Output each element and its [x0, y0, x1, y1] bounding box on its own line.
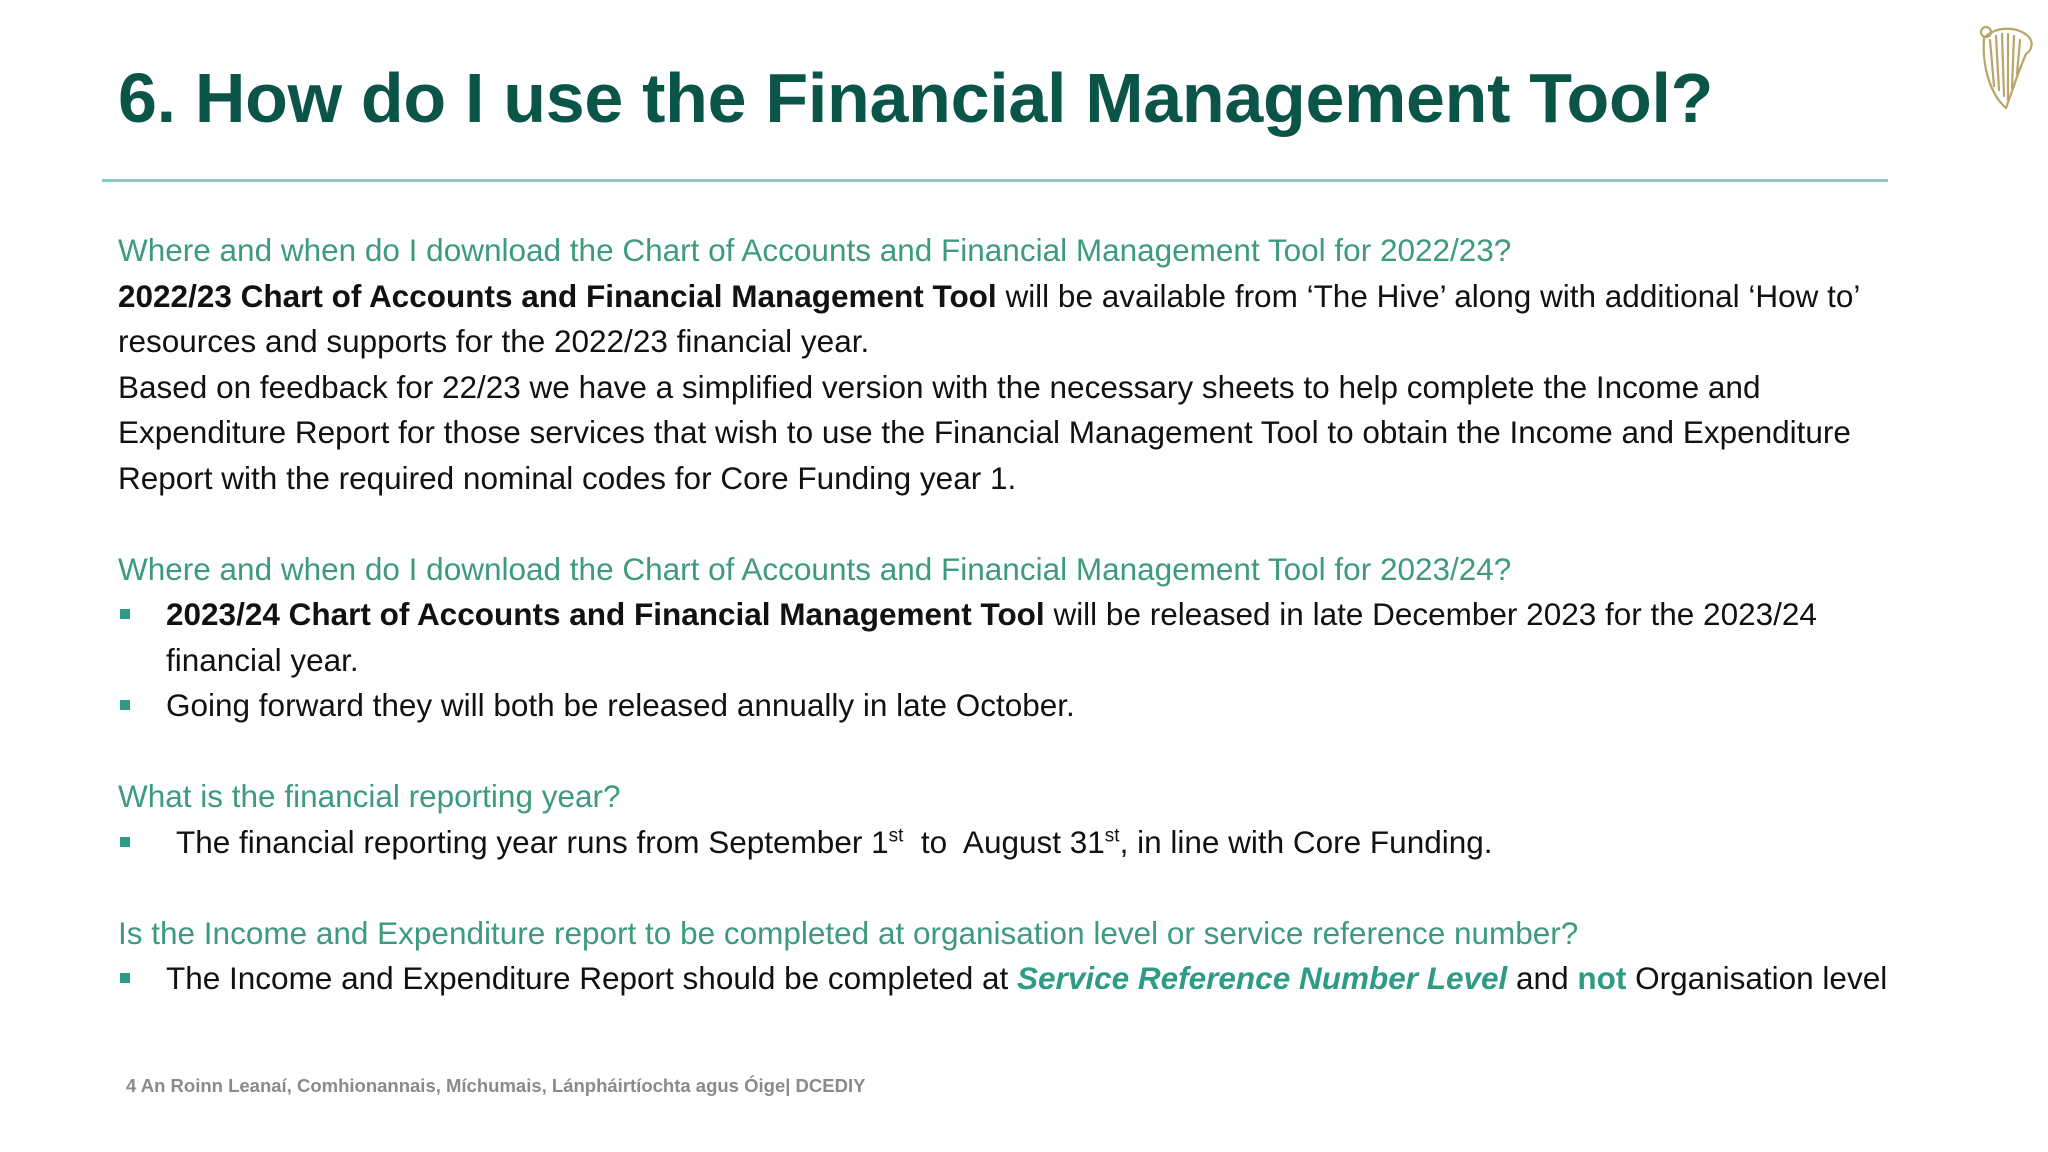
section-1-question: Where and when do I download the Chart of Accounts and Financial Management Tool for 2022/23?: [118, 232, 1512, 268]
harp-crest-icon: [1972, 16, 2040, 112]
section-2-bullet-1-text: will be released in late December 2023 for the 2023/24 financial year.: [166, 596, 1817, 678]
square-bullet-icon: [120, 609, 130, 619]
service-reference-emphasis: Service Reference Number Level: [1017, 960, 1508, 996]
section-2-bullet-1: [118, 592, 1918, 683]
section-4-text-c: Organisation level: [1626, 960, 1888, 996]
section-3-text-b: to August 31: [903, 823, 1105, 860]
section-2-tool-name: 2023/24 Chart of Accounts and Financial Management Tool: [166, 596, 1045, 632]
square-bullet-icon: [120, 700, 130, 710]
section-4-question: Is the Income and Expenditure report to be completed at organisation level or service reference number?: [118, 914, 1579, 951]
square-bullet-icon: [120, 973, 130, 983]
square-bullet-icon: [120, 837, 130, 847]
slide-title: 6. How do I use the Financial Management Tool?: [118, 59, 1714, 137]
section-4-text-a: The Income and Expenditure Report should be completed at: [166, 960, 1018, 996]
section-3-text-a: The financial reporting year runs from September 1: [176, 823, 889, 860]
section-2-bullet-2: [118, 683, 1918, 729]
section-spacer: [118, 865, 1918, 911]
section-1-paragraph-1-text: will be available from ‘The Hive’ along with additional ‘How to’ resources and supports for the 2022/23 financial year.: [118, 277, 1860, 359]
section-3-sup-1: st: [888, 825, 904, 846]
section-1-paragraph-1: [118, 274, 1918, 365]
slide-footer: 4 An Roinn Leanaí, Comhionannais, Míchumais, Lánpháirtíochta agus Óige| DCEDIY: [126, 1075, 866, 1096]
section-3-text-c: , in line with Core Funding.: [1119, 823, 1493, 860]
section-2-question: Where and when do I download the Chart of Accounts and Financial Management Tool for 2023/24?: [118, 550, 1512, 587]
section-spacer: [118, 729, 1918, 775]
not-emphasis: not: [1577, 960, 1627, 996]
slide-content: [118, 228, 1918, 1002]
section-4-text-b: and: [1507, 960, 1578, 996]
section-3-bullet-1: [118, 820, 1918, 866]
section-1-tool-name: 2022/23 Chart of Accounts and Financial Management Tool: [118, 277, 997, 314]
section-4-bullet-1: [118, 956, 1918, 1002]
section-3-question: What is the financial reporting year?: [118, 778, 621, 814]
title-divider: [102, 179, 1888, 182]
section-spacer: [118, 501, 1918, 547]
section-2-bullet-2-text: Going forward they will both be released annually in late October.: [166, 687, 1075, 723]
section-1-paragraph-2: Based on feedback for 22/23 we have a simplified version with the necessary sheets to help complete the Income and Expenditure Report for those services that wish to use the Financial Management Tool to obtain the Income and Expenditure Report with the required nominal codes for Core Funding year 1.: [118, 368, 1851, 496]
section-3-sup-2: st: [1104, 825, 1120, 846]
